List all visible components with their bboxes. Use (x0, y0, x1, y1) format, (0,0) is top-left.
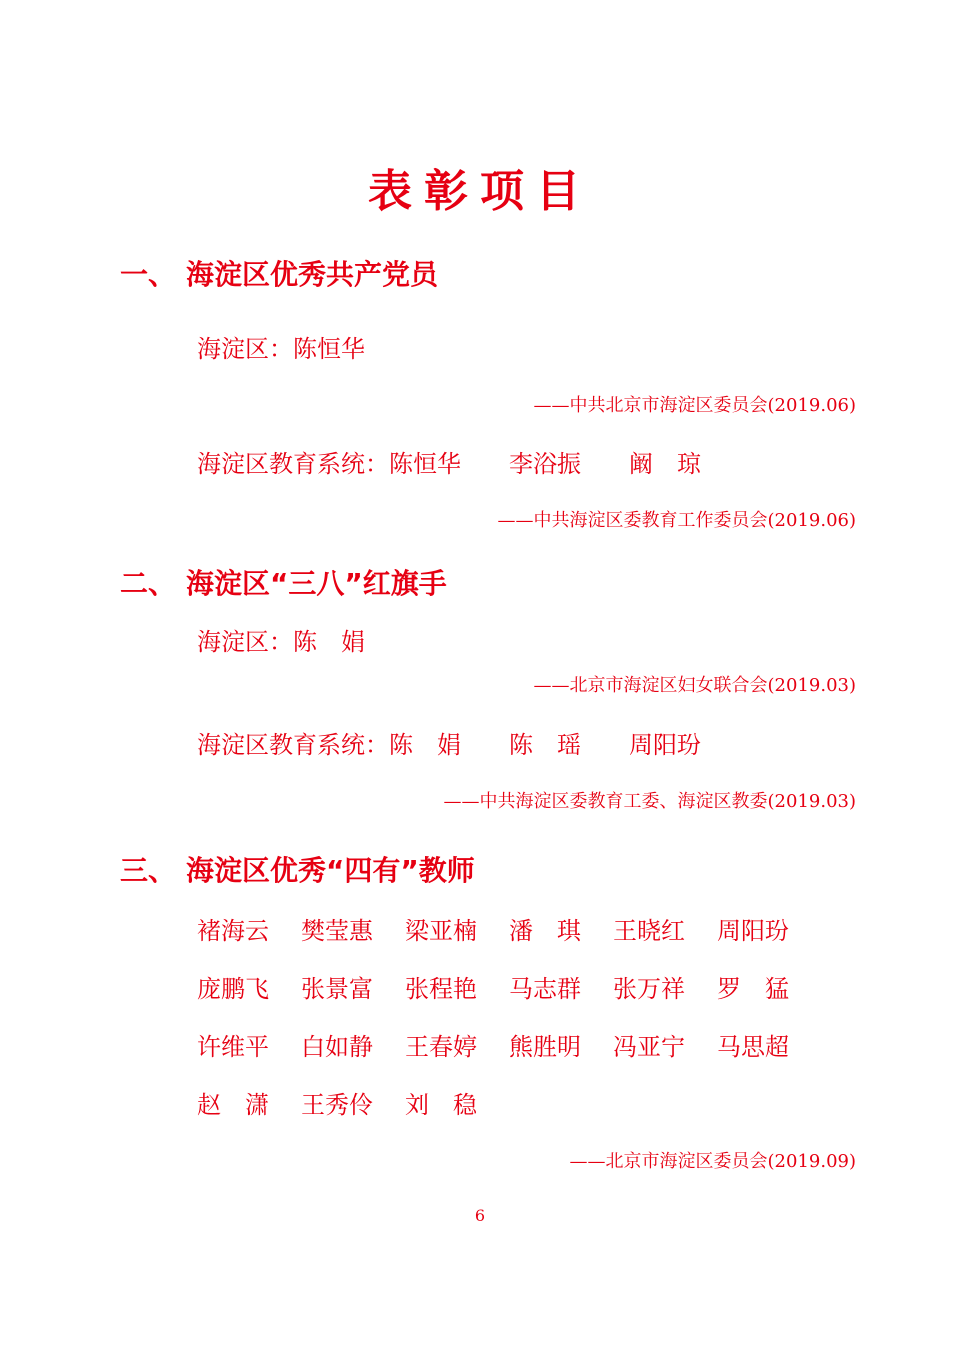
section-number: 一、 (120, 258, 177, 291)
name-row (197, 960, 837, 1018)
award-source: ——中共北京市海淀区委员会(2019.06) (533, 395, 856, 416)
teacher-name: 王晓红 (613, 917, 685, 945)
teacher-name: 马思超 (717, 1033, 789, 1061)
name-row (197, 1018, 837, 1076)
section-heading-3 (120, 851, 475, 891)
teacher-name: 樊莹惠 (301, 917, 373, 945)
teacher-name: 梁亚楠 (405, 917, 477, 945)
teacher-name: 白如静 (301, 1033, 373, 1061)
section-number: 二、 (120, 567, 177, 600)
award-entry: 海淀区：陈恒华 (197, 335, 365, 363)
teacher-name: 周阳玢 (717, 917, 789, 945)
award-source: ——北京市海淀区妇女联合会(2019.03) (533, 675, 856, 696)
section-title: 海淀区优秀共产党员 (186, 258, 439, 291)
award-source: ——中共海淀区委教育工委、海淀区教委(2019.03) (443, 791, 856, 812)
teacher-name: 许维平 (197, 1033, 269, 1061)
teacher-name: 王春婷 (405, 1033, 477, 1061)
teacher-name: 庞鹏飞 (197, 975, 269, 1003)
award-entry: 海淀区：陈 娟 (197, 628, 365, 656)
award-entry: 海淀区教育系统：陈 娟 陈 瑶 周阳玢 (197, 731, 701, 759)
award-source: ——中共海淀区委教育工作委员会(2019.06) (497, 510, 856, 531)
teacher-name: 熊胜明 (509, 1033, 581, 1061)
teacher-name: 赵 潇 (197, 1091, 269, 1119)
page-title: 表彰项目 (368, 166, 592, 217)
teacher-name: 张程艳 (405, 975, 477, 1003)
teacher-name: 褚海云 (197, 917, 269, 945)
teacher-name: 潘 琪 (509, 917, 581, 945)
section-title: 海淀区“三八”红旗手 (186, 567, 447, 600)
teacher-name: 刘 稳 (405, 1091, 477, 1119)
section-number: 三、 (120, 854, 177, 887)
teacher-name: 王秀伶 (301, 1091, 373, 1119)
section-heading-1 (120, 255, 438, 295)
name-row (197, 1076, 837, 1134)
name-row (197, 902, 837, 960)
teacher-name: 张景富 (301, 975, 373, 1003)
teacher-name: 张万祥 (613, 975, 685, 1003)
award-source: ——北京市海淀区委员会(2019.09) (569, 1151, 856, 1172)
award-entry: 海淀区教育系统：陈恒华 李浴振 阚 琼 (197, 450, 701, 478)
teacher-name-grid (197, 902, 837, 1134)
teacher-name: 冯亚宁 (613, 1033, 685, 1061)
section-heading-2 (120, 564, 447, 604)
teacher-name: 罗 猛 (717, 975, 789, 1003)
page-number: 6 (474, 1206, 486, 1225)
teacher-name: 马志群 (509, 975, 581, 1003)
section-title: 海淀区优秀“四有”教师 (186, 854, 475, 887)
